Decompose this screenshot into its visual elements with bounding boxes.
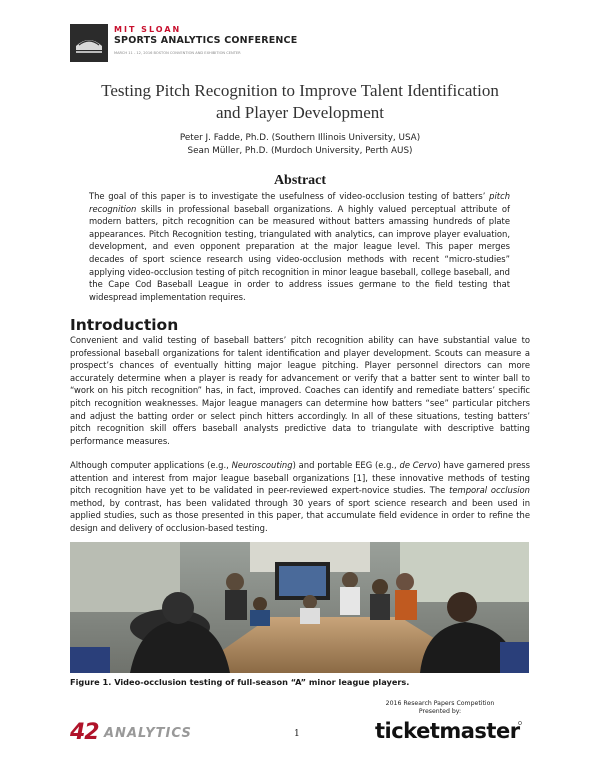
intro2-em-decervo: de Cervo (399, 460, 438, 470)
sponsor-42-number: 42 (70, 720, 99, 745)
abstract-heading: Abstract (273, 173, 327, 188)
intro-paragraph-2 (70, 459, 530, 535)
stadium-icon (70, 24, 108, 62)
intro2-part-d: method, by contrast, has been validated through 30 years of sport science research and been used in applied studies, such as those presented in this paper, that accumulate field evidence in order to refine the design and delivery of occlusion-based testing. (70, 497, 530, 533)
paper-title (60, 80, 540, 124)
intro2-part-b: ) and portable EEG (e.g., (292, 460, 397, 470)
registered-mark-icon (518, 721, 522, 725)
intro2-em-neuroscouting: Neuroscouting (231, 460, 293, 470)
competition-line-2: Presented by: (418, 708, 462, 715)
author-1: Peter J. Fadde, Ph.D. (Southern Illinois University, USA) (179, 133, 421, 143)
intro2-part-c: ) have garnered press attention and interest from major league baseball organizations [1], these innovative methods of testing pitch recognition have yet to be validated in peer-reviewed expert-novice studies. The (70, 460, 530, 496)
page-number: 1 (294, 729, 300, 739)
sponsor-ticketmaster-logo: ticketmaster (375, 719, 520, 743)
competition-note (385, 700, 495, 716)
title-line-2: and Player Development (215, 103, 385, 122)
conference-logo (70, 24, 298, 64)
sponsor-analytics-word: ANALYTICS (104, 726, 192, 741)
competition-line-1: 2016 Research Papers Competition (385, 700, 495, 707)
logo-mit-sloan: MIT SLOAN (114, 25, 182, 34)
intro2-part-a: Although computer applications (e.g., (70, 460, 229, 470)
introduction-heading: Introduction (70, 316, 179, 334)
authors (60, 132, 540, 158)
author-2: Sean Müller, Ph.D. (Murdoch University, Perth AUS) (187, 146, 413, 156)
abstract-part-2: skills in professional baseball organizations. A highly valued perceptual attribute of modern batters, pitch recognition can be measured without batters amassing hundreds of plate appearances. Pitch Recognition testing, triangulated with analytics, can improve player evaluation, development, and even opponent preparation at the major league level. This paper merges decades of sport science research using video-occlusion methods with recent “micro-studies” applying video-occlusion testing of pitch recognition in minor league baseball, college baseball, and the Cape Cod Baseball League in order to address issues germane to the field testing that widespread implementation requires. (89, 203, 510, 302)
abstract-part-1: The goal of this paper is to investigate the usefulness of video-occlusion testing of batters’ (89, 191, 486, 201)
abstract-text (89, 190, 510, 303)
title-line-1: Testing Pitch Recognition to Improve Talent Identification (101, 81, 499, 100)
figure-photo (70, 542, 529, 673)
logo-conference-name: SPORTS ANALYTICS CONFERENCE (114, 35, 298, 46)
figure-caption: Figure 1. Video-occlusion testing of full-season “A” minor league players. (70, 677, 410, 687)
intro2-em-temporal: temporal occlusion (449, 485, 530, 496)
abstract-emphasis: pitch recognition (89, 191, 510, 214)
intro-paragraph-1: Convenient and valid testing of baseball batters’ pitch recognition ability can have substantial value to professional baseball organizations for talent identification and player development. Scouts can measure a prospect’s chances of eventually hitting major league pitching. Player personnel directors can more accurately determine when a player is ready for advancement or verify that a batter sent to winter ball to “work on his pitch recognition” has, in fact, improved. Coaches can identify and remediate batters’ specific pitch recognition weaknesses. Major league managers can determine how batters “see” particular pitchers and adjust the batting order or select pinch hitters accordingly. In all of these situations, testing batters’ pitch recognition skill offers baseball analysts predictive data to triangulate with descriptive batting performance measures. (70, 335, 530, 446)
logo-date-location: MARCH 11 - 12, 2016 BOSTON CONVENTION AND EXHIBITION CENTER (114, 51, 241, 55)
